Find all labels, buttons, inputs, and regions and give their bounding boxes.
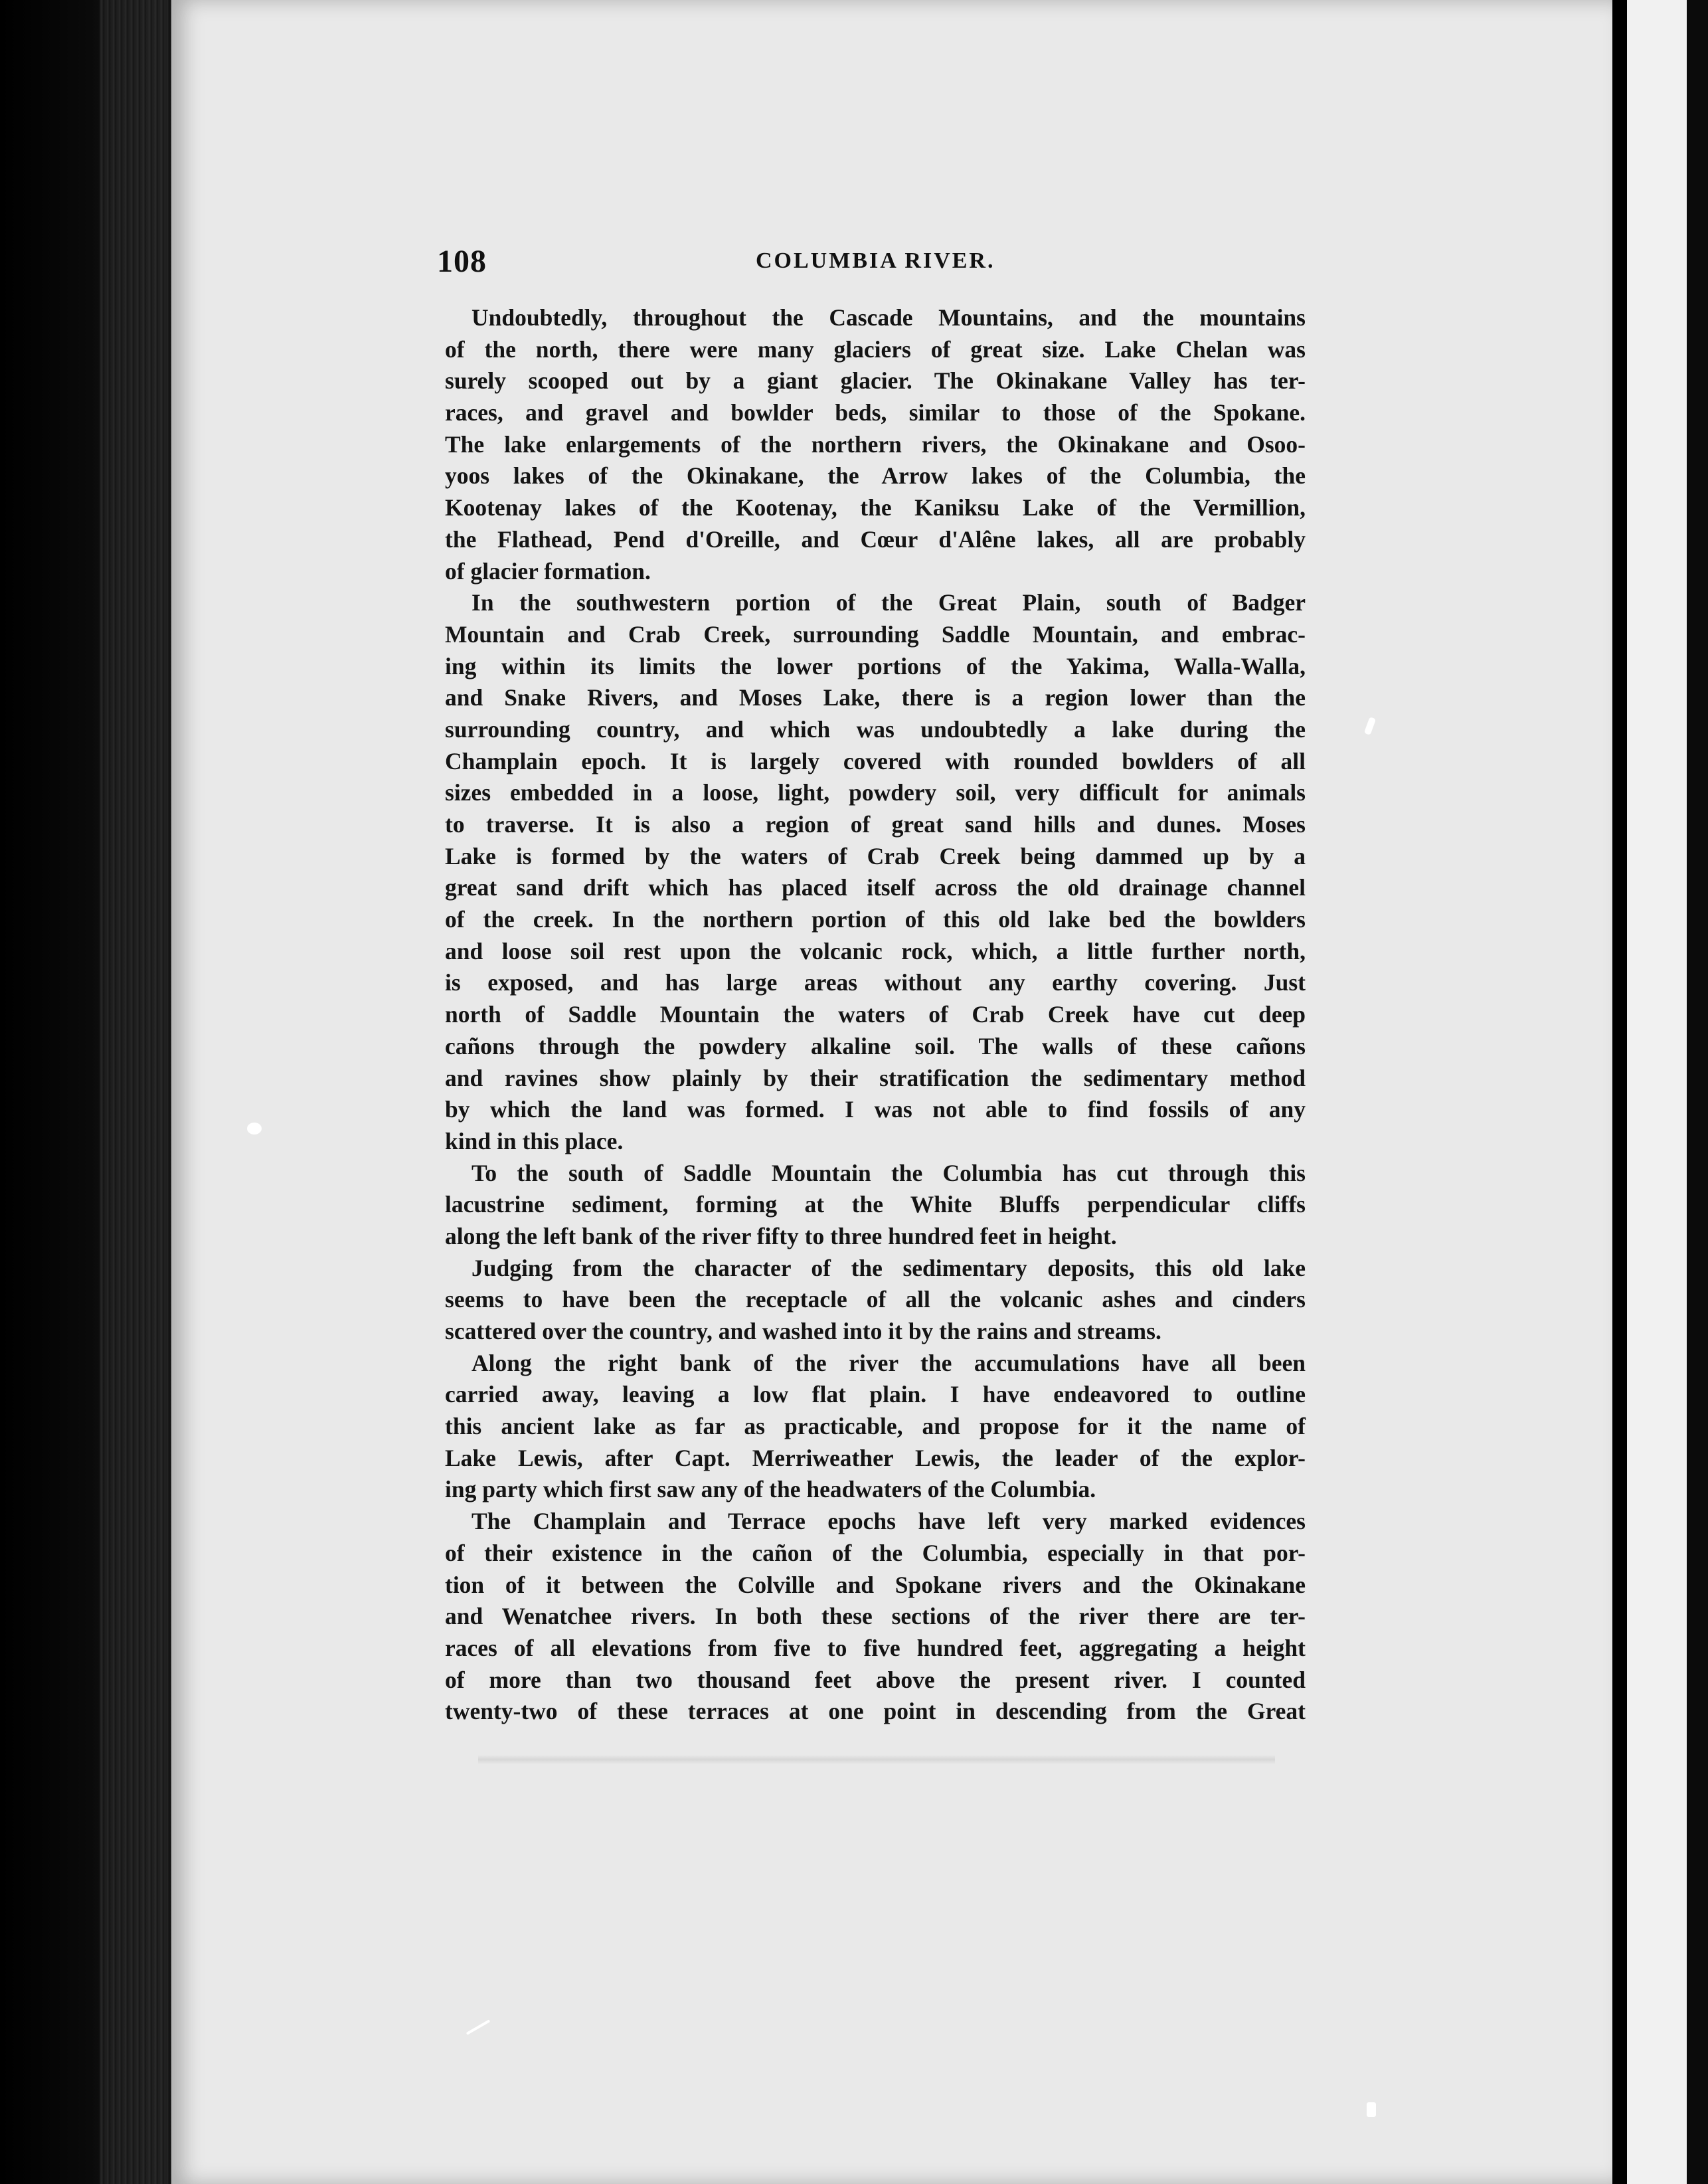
text-line: The lake enlargements of the northern rivers, the Okinakane and Osoo- (445, 430, 1306, 458)
page-number: 108 (437, 244, 487, 279)
text-line: carried away, leaving a low flat plain. I have endeavored to outline (445, 1381, 1306, 1408)
text-line: great sand drift which has placed itself across the old drainage channel (445, 874, 1306, 901)
running-title: COLUMBIA RIVER. (756, 248, 995, 273)
text-line: Lake Lewis, after Capt. Merriweather Lewis, the leader of the explor- (445, 1444, 1306, 1471)
text-line: The Champlain and Terrace epochs have left very marked evidences (471, 1508, 1306, 1535)
text-line: Mountain and Crab Creek, surrounding Saddle Mountain, and embrac- (445, 620, 1306, 648)
scan-gutter-right (1612, 0, 1627, 2184)
text-line: along the left bank of the river fifty to three hundred feet in height. (445, 1222, 1117, 1249)
text-line: of glacier formation. (445, 557, 651, 585)
text-line: Along the right bank of the river the accumulations have all been (471, 1349, 1306, 1376)
text-line: kind in this place. (445, 1127, 624, 1154)
text-line: To the south of Saddle Mountain the Columbia has cut through this (471, 1159, 1306, 1186)
page-stack-edge (100, 0, 173, 2184)
text-line: lacustrine sediment, forming at the White Bluffs perpendicular cliffs (445, 1191, 1306, 1218)
text-line: ing party which first saw any of the headwaters of the Columbia. (445, 1476, 1096, 1503)
running-head (437, 243, 1300, 283)
text-line: surely scooped out by a giant glacier. The Okinakane Valley has ter- (445, 367, 1306, 395)
text-line: In the southwestern portion of the Great Plain, south of Badger (471, 589, 1306, 616)
text-line: ing within its limits the lower portions of the Yakima, Walla-Walla, (445, 652, 1306, 680)
text-line: to traverse. It is also a region of great sand hills and dunes. Moses (445, 811, 1306, 838)
text-line: races, and gravel and bowlder beds, similar to those of the Spokane. (445, 399, 1306, 426)
text-line: and ravines show plainly by their stratification the sedimentary method (445, 1064, 1306, 1091)
text-line: Lake is formed by the waters of Crab Creek being dammed up by a (445, 842, 1306, 869)
text-line: and Snake Rivers, and Moses Lake, there is a region lower than the (445, 684, 1306, 711)
text-line: races of all elevations from five to five hundred feet, aggregating a height (445, 1634, 1306, 1661)
text-line: of more than two thousand feet above the present river. I counted (445, 1666, 1306, 1693)
text-line: by which the land was formed. I was not able to find fossils of any (445, 1096, 1306, 1123)
text-line: tion of it between the Colville and Spokane rivers and the Okinakane (445, 1571, 1306, 1598)
text-line: Judging from the character of the sedimentary deposits, this old lake (471, 1254, 1306, 1281)
text-line: and Wenatchee rivers. In both these sections of the river there are ter- (445, 1603, 1306, 1630)
text-line: of their existence in the cañon of the Columbia, especially in that por- (445, 1539, 1306, 1566)
text-line: of the north, there were many glaciers of great size. Lake Chelan was (445, 335, 1306, 363)
text-line: the Flathead, Pend d'Oreille, and Cœur d'Alêne lakes, all are probably (445, 525, 1306, 553)
text-line: twenty-two of these terraces at one point in descending from the Great (445, 1698, 1306, 1725)
bleed-through-line (478, 1755, 1275, 1764)
text-line: north of Saddle Mountain the waters of Crab Creek have cut deep (445, 1001, 1306, 1028)
text-line: Champlain epoch. It is largely covered with rounded bowlders of all (445, 747, 1306, 774)
body-text (445, 302, 1306, 1728)
text-line: is exposed, and has large areas without any earthy covering. Just (445, 969, 1306, 996)
text-line: surrounding country, and which was undoubtedly a lake during the (445, 715, 1306, 743)
text-line: cañons through the powdery alkaline soil. The walls of these cañons (445, 1032, 1306, 1059)
scan-border-right (1687, 0, 1708, 2184)
text-line: and loose soil rest upon the volcanic rock, which, a little further north, (445, 937, 1306, 964)
scan-speck (247, 1123, 262, 1135)
scan-speck (1367, 2102, 1376, 2117)
text-line: scattered over the country, and washed into it by the rains and streams. (445, 1318, 1161, 1344)
text-line: seems to have been the receptacle of all the volcanic ashes and cinders (445, 1286, 1306, 1313)
text-line: sizes embedded in a loose, light, powdery soil, very difficult for animals (445, 779, 1306, 806)
text-line: Undoubtedly, throughout the Cascade Mountains, and the mountains (471, 304, 1306, 331)
text-line: of the creek. In the northern portion of this old lake bed the bowlders (445, 906, 1306, 933)
text-line: this ancient lake as far as practicable, and propose for it the name of (445, 1413, 1306, 1440)
text-line: Kootenay lakes of the Kootenay, the Kaniksu Lake of the Vermillion, (445, 494, 1306, 521)
text-line: yoos lakes of the Okinakane, the Arrow lakes of the Columbia, the (445, 462, 1306, 490)
